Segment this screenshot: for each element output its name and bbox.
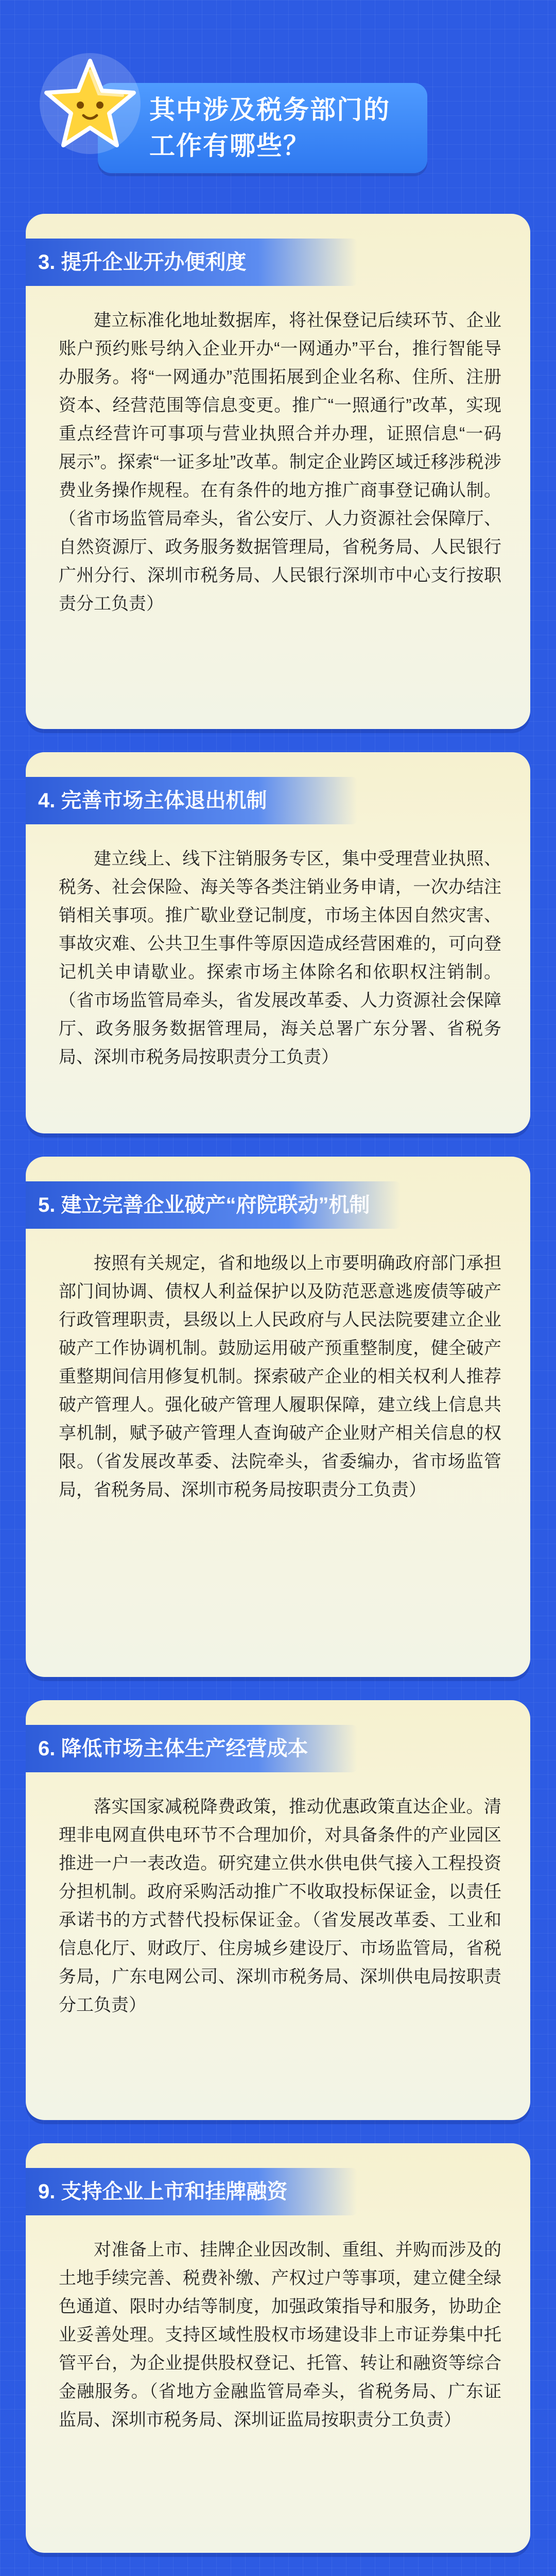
card-title: 6. 降低市场主体生产经营成本	[26, 1725, 357, 1772]
card-body: 落实国家减税降费政策，推动优惠政策直达企业。清理非电网直供电环节不合理加价，对具备条件的产业园区推进一户一表改造。研究建立供水供电供气接入工程投资分担机制。政府采购活动推广不收取投标保证金，以责任承诺书的方式替代投标保证金。（省发展改革委、工业和信息化厅、财政厅、住房城乡建设厅、市场监管局，省税务局，广东电网公司、深圳市税务局、深圳供电局按职责分工负责）	[59, 1797, 501, 2015]
card-title: 5. 建立完善企业破产“府院联动”机制	[26, 1181, 401, 1229]
card-title: 3. 提升企业开办便利度	[26, 239, 357, 286]
star-icon	[36, 49, 144, 158]
card-body: 建立线上、线下注销服务专区，集中受理营业执照、税务、社会保险、海关等各类注销业务申请，一次办结注销相关事项。推广歇业登记制度，市场主体因自然灾害、事故灾难、公共卫生事件等原因造成经营困难的，可向登记机关申请歇业。探索市场主体除名和依职权注销制。（省市场监管局牵头，省发展改革委、人力资源社会保障厅、政务服务数据管理局，海关总署广东分署、省税务局、深圳市税务局按职责分工负责）	[59, 849, 501, 1067]
policy-card	[26, 1700, 530, 2120]
policy-card	[26, 752, 530, 1133]
policy-card	[26, 2143, 530, 2553]
card-body: 对准备上市、挂牌企业因改制、重组、并购而涉及的土地手续完善、税费补缴、产权过户等事项，建立健全绿色通道、限时办结等制度，加强政策指导和服务，协助企业妥善处理。支持区域性股权市场建设非上市证券集中托管平台，为企业提供股权登记、托管、转让和融资等综合金融服务。（省地方金融监管局牵头，省税务局、广东证监局、深圳市税务局、深圳证监局按职责分工负责）	[59, 2240, 501, 2430]
policy-card	[26, 1157, 530, 1677]
header-banner	[36, 49, 520, 178]
page-title	[149, 92, 417, 164]
card-title: 4. 完善市场主体退出机制	[26, 777, 357, 824]
page-title-line1: 其中涉及税务部门的	[149, 95, 390, 124]
policy-card	[26, 214, 530, 729]
card-body: 建立标准化地址数据库，将社保登记后续环节、企业账户预约账号纳入企业开办“一网通办”平台，推行智能导办服务。将“一网通办”范围拓展到企业名称、住所、注册资本、经营范围等信息变更。推广“一照通行”改革，实现重点经营许可事项与营业执照合并办理，证照信息“一码展示”。探索“一证多址”改革。制定企业跨区域迁移涉税涉费业务操作规程。在有条件的地方推广商事登记确认制。（省市场监管局牵头，省公安厅、人力资源社会保障厅、自然资源厅、政务服务数据管理局，省税务局、人民银行广州分行、深圳市税务局、人民银行深圳市中心支行按职责分工负责）	[59, 311, 501, 614]
card-title: 9. 支持企业上市和挂牌融资	[26, 2168, 357, 2215]
card-body: 按照有关规定，省和地级以上市要明确政府部门承担部门间协调、债权人利益保护以及防范恶意逃废债等破产行政管理职责，县级以上人民政府与人民法院要建立企业破产工作协调机制。鼓励运用破产预重整制度，健全破产重整期间信用修复机制。探索破产企业的相关权利人推荐破产管理人。强化破产管理人履职保障，建立线上信息共享机制，赋予破产管理人查询破产企业财产相关信息的权限。（省发展改革委、法院牵头，省委编办，省市场监管局，省税务局、深圳市税务局按职责分工负责）	[59, 1253, 501, 1500]
page-title-line2: 工作有哪些？	[149, 131, 310, 160]
